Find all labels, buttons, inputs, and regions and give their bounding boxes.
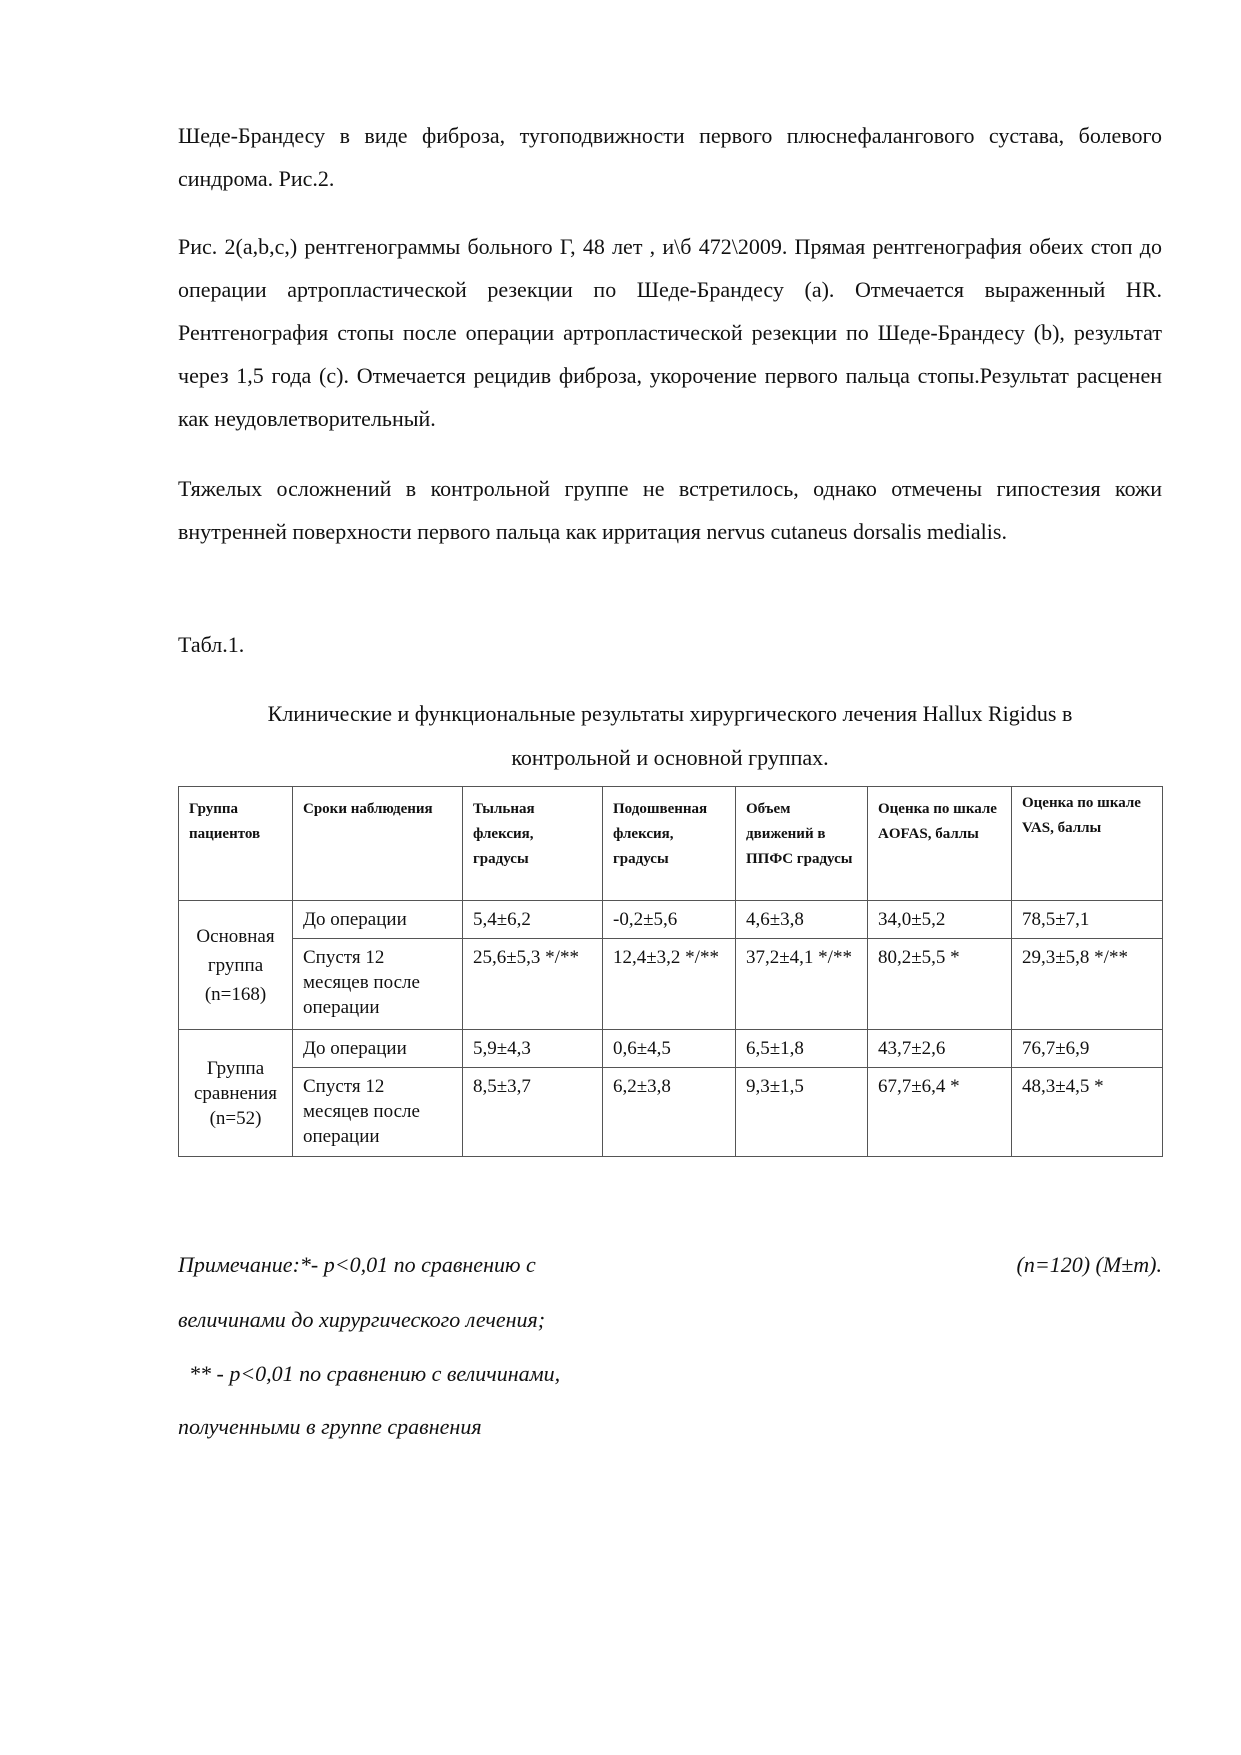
header-cell: Сроки наблюдения: [293, 787, 463, 901]
table-cell: -0,2±5,6: [603, 901, 736, 939]
header-cell: Подошвенная флексия, градусы: [603, 787, 736, 901]
table-title-line1: Клинические и функциональные результаты хирургического лечения Hallux Rigidus в: [267, 701, 1073, 726]
table-title-line2: контрольной и основной группах.: [511, 745, 829, 770]
table-cell: 6,5±1,8: [736, 1030, 868, 1068]
note-line-4: полученными в группе сравнения: [178, 1414, 482, 1439]
note-line-1: [178, 1252, 1162, 1278]
table-cell: Спустя 12 месяцев после операции: [293, 939, 463, 1030]
group-cell: Группа сравнения (n=52): [179, 1030, 293, 1157]
table-row: [179, 939, 1163, 1030]
table-cell: 0,6±4,5: [603, 1030, 736, 1068]
table-cell: 12,4±3,2 */**: [603, 939, 736, 1030]
table-cell: 8,5±3,7: [463, 1068, 603, 1157]
note-text: Примечание:*- p<0,01 по сравнению с: [178, 1252, 536, 1277]
table-cell: 4,6±3,8: [736, 901, 868, 939]
table-cell: До операции: [293, 1030, 463, 1068]
results-table: [178, 786, 1163, 1157]
table-cell: 48,3±4,5 *: [1012, 1068, 1163, 1157]
table-cell: 9,3±1,5: [736, 1068, 868, 1157]
table-cell: 6,2±3,8: [603, 1068, 736, 1157]
table-cell: 76,7±6,9: [1012, 1030, 1163, 1068]
note-sample-size: (n=120) (M±m).: [1016, 1252, 1162, 1277]
table-cell: 29,3±5,8 */**: [1012, 939, 1163, 1030]
table-cell: 80,2±5,5 *: [868, 939, 1012, 1030]
header-cell: Объем движений в ППФС градусы: [736, 787, 868, 901]
table-row: [179, 1068, 1163, 1157]
table-cell: 25,6±5,3 */**: [463, 939, 603, 1030]
table-cell: 78,5±7,1: [1012, 901, 1163, 939]
table-cell: 34,0±5,2: [868, 901, 1012, 939]
table-header-row: [179, 787, 1163, 901]
paragraph-complications: Тяжелых осложнений в контрольной группе не встретилось, однако отмечены гипостезия кожи внутренней поверхности первого пальца как ирритация nervus cutaneus dorsalis medialis.: [178, 476, 1162, 544]
table-row: [179, 1030, 1163, 1068]
table-cell: 5,4±6,2: [463, 901, 603, 939]
header-cell: Оценка по шкале AOFAS, баллы: [868, 787, 1012, 901]
note-line-3: ** - p<0,01 по сравнению с величинами,: [178, 1361, 561, 1386]
table-cell: 37,2±4,1 */**: [736, 939, 868, 1030]
table-cell: Спустя 12 месяцев после операции: [293, 1068, 463, 1157]
header-cell: Тыльная флексия, градусы: [463, 787, 603, 901]
table-label: Табл.1.: [178, 632, 245, 657]
table-row: [179, 901, 1163, 939]
header-cell: Оценка по шкале VAS, баллы: [1012, 787, 1163, 901]
note-line-2: величинами до хирургического лечения;: [178, 1307, 546, 1332]
paragraph-1: Шеде-Брандесу в виде фиброза, тугоподвижности первого плюснефалангового сустава, болевого синдрома. Рис.2.: [178, 123, 1162, 191]
header-cell: Группа пациентов: [179, 787, 293, 901]
table-cell: 43,7±2,6: [868, 1030, 1012, 1068]
table-cell: До операции: [293, 901, 463, 939]
table-cell: 67,7±6,4 *: [868, 1068, 1012, 1157]
paragraph-figure-caption: Рис. 2(a,b,c,) рентгенограммы больного Г, 48 лет , и\б 472\2009. Прямая рентгенография обеих стоп до операции артропластической резекции по Шеде-Брандесу (а). Отмечается выраженный HR. Рентгенография стопы после операции артропластической резекции по Шеде-Брандесу (b), результат через 1,5 года (c). Отмечается рецидив фиброза, укорочение первого пальца стопы.Результат расценен как неудовлетворительный.: [178, 234, 1162, 431]
group-cell: Основная группа (n=168): [179, 901, 293, 1030]
table-cell: 5,9±4,3: [463, 1030, 603, 1068]
